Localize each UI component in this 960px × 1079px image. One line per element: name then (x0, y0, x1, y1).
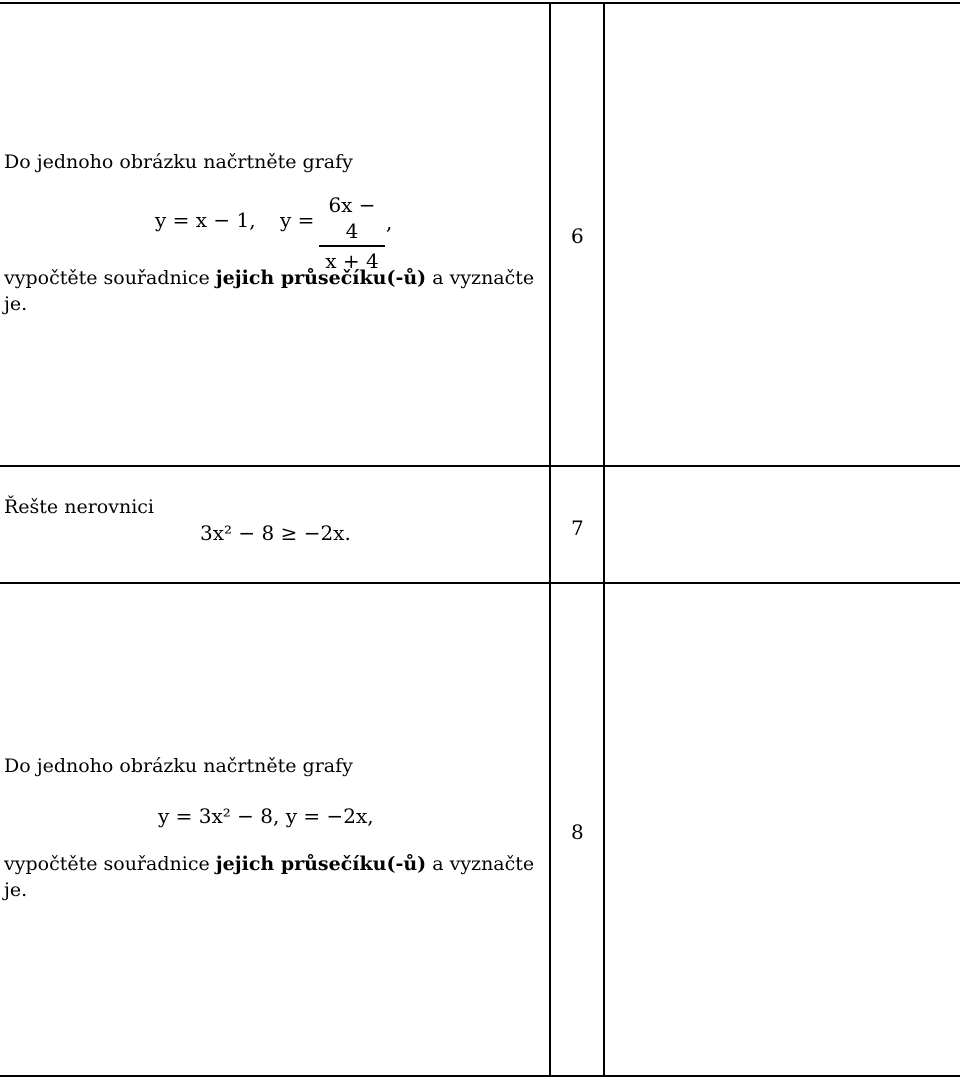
problem-8-instruction-line-2: je. (4, 879, 28, 901)
instruction-suffix: a vyznačte (432, 853, 535, 875)
problem-6-instruction-line-2: je. (4, 293, 28, 315)
instruction-bold: jejich průsečíku(-ů) (215, 853, 427, 875)
instruction-bold: jejich průsečíku(-ů) (215, 267, 427, 289)
row-divider-6-7 (0, 465, 960, 467)
fraction-denominator: x + 4 (325, 248, 379, 273)
column-divider-right (603, 2, 605, 1077)
instruction-prefix: vypočtěte souřadnice (4, 267, 210, 289)
problem-6-equation-1: y = x − 1, (155, 208, 256, 232)
problem-8-intro: Do jednoho obrázku načrtněte grafy (4, 755, 353, 777)
problem-6-equation-comma: , (386, 210, 393, 234)
fraction-numerator: 6x − 4 (328, 193, 376, 243)
problem-6-fraction (319, 192, 385, 274)
problem-6-equation-2-lhs: y = (280, 208, 315, 232)
problem-7-intro: Řešte nerovnici (4, 496, 154, 518)
fraction-bar (319, 245, 385, 247)
problem-6-number: 6 (571, 224, 584, 248)
problem-8-number: 8 (571, 820, 584, 844)
problem-6-instruction-line-1 (4, 266, 534, 290)
problem-7-inequality: 3x² − 8 ≥ −2x. (200, 521, 351, 545)
instruction-prefix: vypočtěte souřadnice (4, 853, 210, 875)
bottom-border (0, 1075, 960, 1077)
problem-7-number: 7 (571, 516, 584, 540)
column-divider-left (549, 2, 551, 1077)
problem-8-instruction-line-1 (4, 852, 534, 876)
top-border (0, 2, 960, 4)
problem-6-intro: Do jednoho obrázku načrtněte grafy (4, 151, 353, 173)
instruction-suffix: a vyznačte (432, 267, 535, 289)
row-divider-7-8 (0, 582, 960, 584)
problem-8-equations: y = 3x² − 8, y = −2x, (158, 804, 374, 828)
